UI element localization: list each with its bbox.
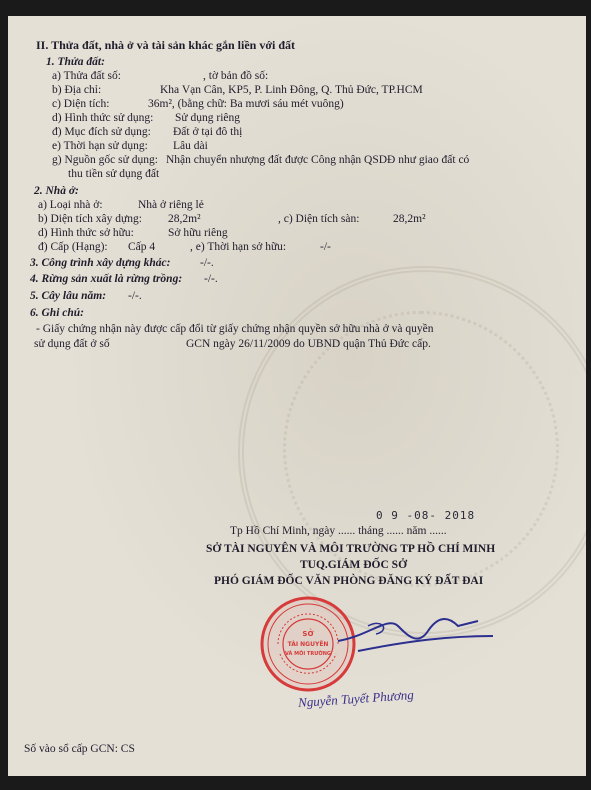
- land-g-value: Nhận chuyển nhượng đất được Công nhận QSDĐ như giao đất có: [166, 154, 470, 166]
- seal-text-3: VÀ MÔI TRƯỜNG: [284, 651, 332, 657]
- house-d-value: Sở hữu riêng: [168, 227, 228, 239]
- land-a-label: a) Thửa đất số:: [52, 70, 121, 82]
- land-b-label: b) Địa chỉ:: [52, 84, 102, 96]
- note-line-1: - Giấy chứng nhận này được cấp đổi từ giấy chứng nhận quyền sở hữu nhà ở và quyền: [36, 323, 434, 335]
- house-b-label: b) Diện tích xây dựng:: [38, 213, 142, 225]
- forest-heading: 4. Rừng sản xuất là rừng trồng:: [30, 273, 183, 285]
- note-line-2a: sử dụng đất ở số: [34, 338, 110, 350]
- land-d-label: d) Hình thức sử dụng:: [52, 112, 154, 124]
- house-c-label: , c) Diện tích sàn:: [278, 213, 360, 225]
- land-heading: 1. Thửa đất:: [46, 56, 105, 68]
- house-dd-value: Cấp 4: [128, 241, 156, 253]
- construction-heading: 3. Công trình xây dựng khác:: [30, 257, 171, 269]
- seal-text-2: TÀI NGUYÊN: [287, 641, 329, 648]
- house-d-label: d) Hình thức sở hữu:: [38, 227, 134, 239]
- authorization-title: TUQ.GIÁM ĐỐC SỞ: [300, 559, 408, 571]
- seal-text-1: SỞ: [302, 630, 314, 638]
- land-c-label: c) Diện tích:: [52, 98, 110, 110]
- land-d-value: Sử dụng riêng: [175, 112, 241, 124]
- house-e-value: -/-: [320, 241, 331, 253]
- signature: [328, 596, 498, 666]
- land-e-value: Lâu dài: [173, 140, 208, 152]
- registry-number: Số vào sổ cấp GCN: CS: [24, 743, 135, 755]
- land-dd-label: đ) Mục đích sử dụng:: [52, 126, 151, 138]
- signer-name: Nguyễn Tuyết Phương: [297, 686, 415, 711]
- place-date: Tp Hồ Chí Minh, ngày ...... tháng ...... năm ......: [230, 525, 447, 537]
- section-title: II. Thửa đất, nhà ở và tài sản khác gắn liền với đất: [36, 38, 296, 52]
- house-heading: 2. Nhà ở:: [34, 185, 79, 197]
- house-dd-label: đ) Cấp (Hạng):: [38, 241, 108, 253]
- house-a-label: a) Loại nhà ở:: [38, 199, 103, 211]
- house-b-value: 28,2m²: [168, 213, 201, 225]
- notes-heading: 6. Ghi chú:: [30, 307, 84, 319]
- deputy-director-title: PHÓ GIÁM ĐỐC VĂN PHÒNG ĐĂNG KÝ ĐẤT ĐAI: [214, 575, 484, 587]
- note-line-2b: GCN ngày 26/11/2009 do UBND quận Thủ Đức cấp.: [186, 338, 431, 350]
- house-a-value: Nhà ở riêng lẻ: [138, 199, 204, 211]
- land-b-value: Kha Vạn Cân, KP5, P. Linh Đông, Q. Thủ Đức, TP.HCM: [160, 84, 423, 96]
- construction-value: -/-.: [200, 257, 214, 269]
- certificate-page: [8, 16, 586, 776]
- land-c-value: 36m², (bằng chữ: Ba mươi sáu mét vuông): [148, 98, 344, 110]
- forest-value: -/-.: [204, 273, 218, 285]
- perennial-value: -/-.: [128, 290, 142, 302]
- department-name: SỞ TÀI NGUYÊN VÀ MÔI TRƯỜNG TP HỒ CHÍ MINH: [206, 543, 496, 555]
- land-e-label: e) Thời hạn sử dụng:: [52, 140, 148, 152]
- land-g-value-cont: thu tiền sử dụng đất: [68, 168, 160, 180]
- house-c-value: 28,2m²: [393, 213, 426, 225]
- perennial-heading: 5. Cây lâu năm:: [30, 290, 107, 302]
- date-stamp: 0 9 -08- 2018: [376, 509, 476, 522]
- land-a-value: , tờ bản đồ số:: [203, 70, 269, 82]
- house-e-label: , e) Thời hạn sở hữu:: [190, 241, 287, 253]
- land-g-label: g) Nguồn gốc sử dụng:: [52, 154, 158, 166]
- land-dd-value: Đất ở tại đô thị: [173, 126, 243, 138]
